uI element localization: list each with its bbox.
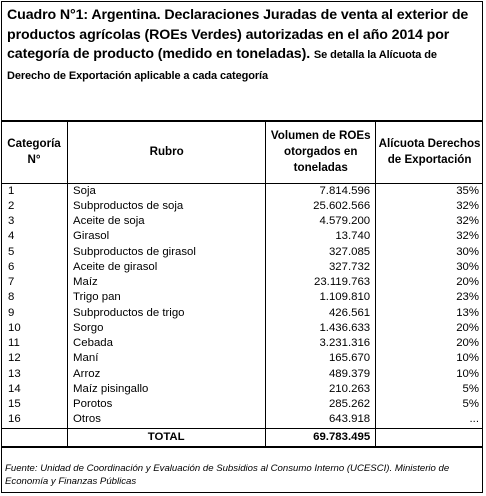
cell-alicuota: 5% <box>462 398 479 410</box>
total-row <box>1 428 483 447</box>
cell-rubro: Maíz <box>68 275 266 290</box>
cell-categoria: 6 <box>1 260 68 275</box>
cell-rubro: Porotos <box>68 397 266 412</box>
cell-categoria: 14 <box>1 382 68 397</box>
table-row <box>1 199 483 214</box>
cell-alicuota: 10% <box>456 352 479 365</box>
cell-volumen: 327.085 <box>266 245 376 260</box>
header-volumen: Volumen de ROEs otorgados en toneladas <box>266 121 376 183</box>
cell-rubro: Sorgo <box>68 321 266 336</box>
header-alicuota: Alícuota Derechos de Exportación <box>376 121 483 183</box>
table-row <box>1 290 483 305</box>
table-title <box>7 6 483 86</box>
cell-alicuota: 32% <box>456 230 479 243</box>
total-volumen: 69.783.495 <box>266 428 376 447</box>
cell-rubro: Cebada <box>68 336 266 351</box>
table-row <box>1 367 483 382</box>
cell-alicuota: 5% <box>462 382 479 395</box>
cell-alicuota: 35% <box>456 184 479 197</box>
cell-alicuota: ... <box>469 413 479 426</box>
cell-volumen: 25.602.566 <box>266 199 376 214</box>
title-main: Cuadro N°1: Argentina. Declaraciones Juradas de venta al exterior de productos agrícolas (ROEs Verdes) autorizadas en el año 2014 por categoría de producto (medido en toneladas). <box>7 7 469 62</box>
cell-rubro: Otros <box>68 412 266 428</box>
data-table <box>1 120 483 448</box>
cell-alicuota: 13% <box>456 306 479 319</box>
cell-categoria: 9 <box>1 306 68 321</box>
cell-alicuota: 30% <box>456 245 479 258</box>
cell-rubro: Arroz <box>68 367 266 382</box>
cell-alicuota: 20% <box>456 321 479 334</box>
table-row <box>1 397 483 412</box>
cell-rubro: Subproductos de trigo <box>68 306 266 321</box>
table-header-row <box>1 121 483 183</box>
cell-alicuota: 30% <box>456 260 479 273</box>
cell-categoria: 4 <box>1 229 68 244</box>
cell-alicuota: 32% <box>456 199 479 212</box>
cell-rubro: Maní <box>68 351 266 366</box>
cell-alicuota: 23% <box>456 291 479 304</box>
cell-rubro: Aceite de soja <box>68 214 266 229</box>
table-row <box>1 412 483 428</box>
cell-volumen: 327.732 <box>266 260 376 275</box>
cell-rubro: Aceite de girasol <box>68 260 266 275</box>
table-row <box>1 245 483 260</box>
cell-alicuota: 10% <box>456 367 479 380</box>
table-row <box>1 183 483 199</box>
table-row <box>1 351 483 366</box>
cell-volumen: 1.436.633 <box>266 321 376 336</box>
cell-volumen: 643.918 <box>266 412 376 428</box>
cell-categoria: 16 <box>1 412 68 428</box>
total-alicuota-cell <box>376 428 483 447</box>
table-row <box>1 214 483 229</box>
header-rubro: Rubro <box>68 121 266 183</box>
cell-volumen: 4.579.200 <box>266 214 376 229</box>
cell-rubro: Subproductos de girasol <box>68 245 266 260</box>
table-row <box>1 382 483 397</box>
cell-volumen: 13.740 <box>266 229 376 244</box>
cell-volumen: 285.262 <box>266 397 376 412</box>
cell-rubro: Trigo pan <box>68 290 266 305</box>
cell-volumen: 426.561 <box>266 306 376 321</box>
table-row <box>1 336 483 351</box>
cell-volumen: 23.119.763 <box>266 275 376 290</box>
table-row <box>1 260 483 275</box>
cell-categoria: 8 <box>1 290 68 305</box>
cell-categoria: 13 <box>1 367 68 382</box>
cell-volumen: 7.814.596 <box>266 183 376 199</box>
total-label: TOTAL <box>68 428 266 447</box>
cell-categoria: 10 <box>1 321 68 336</box>
total-cat-cell <box>1 428 68 447</box>
table-row <box>1 275 483 290</box>
cell-volumen: 1.109.810 <box>266 290 376 305</box>
table-row <box>1 229 483 244</box>
cell-volumen: 489.379 <box>266 367 376 382</box>
cell-rubro: Subproductos de soja <box>68 199 266 214</box>
cell-rubro: Girasol <box>68 229 266 244</box>
cell-rubro: Soja <box>68 183 266 199</box>
cell-volumen: 210.263 <box>266 382 376 397</box>
cell-volumen: 165.670 <box>266 351 376 366</box>
cell-alicuota: 20% <box>456 337 479 349</box>
cell-categoria: 1 <box>1 183 68 199</box>
cell-categoria: 3 <box>1 214 68 229</box>
cell-categoria: 2 <box>1 199 68 214</box>
cell-categoria: 12 <box>1 351 68 366</box>
source-footnote: Fuente: Unidad de Coordinación y Evaluación de Subsidios al Consumo Interno (UCESCI). Ministerio de Economía y Finanzas Públicas <box>5 463 450 487</box>
title-subtitle: Se detalla la Alícuota de Derecho de Exportación aplicable a cada categoría <box>7 49 437 82</box>
cell-alicuota: 32% <box>456 215 479 227</box>
table-row <box>1 306 483 321</box>
cell-alicuota: 20% <box>456 276 479 288</box>
cell-rubro: Maíz pisingallo <box>68 382 266 397</box>
table-body <box>1 183 483 428</box>
table-row <box>1 321 483 336</box>
header-categoria: Categoría N° <box>1 121 68 183</box>
cell-volumen: 3.231.316 <box>266 336 376 351</box>
cell-categoria: 7 <box>1 275 68 290</box>
cell-categoria: 5 <box>1 245 68 260</box>
cell-categoria: 11 <box>1 336 68 351</box>
cell-categoria: 15 <box>1 397 68 412</box>
